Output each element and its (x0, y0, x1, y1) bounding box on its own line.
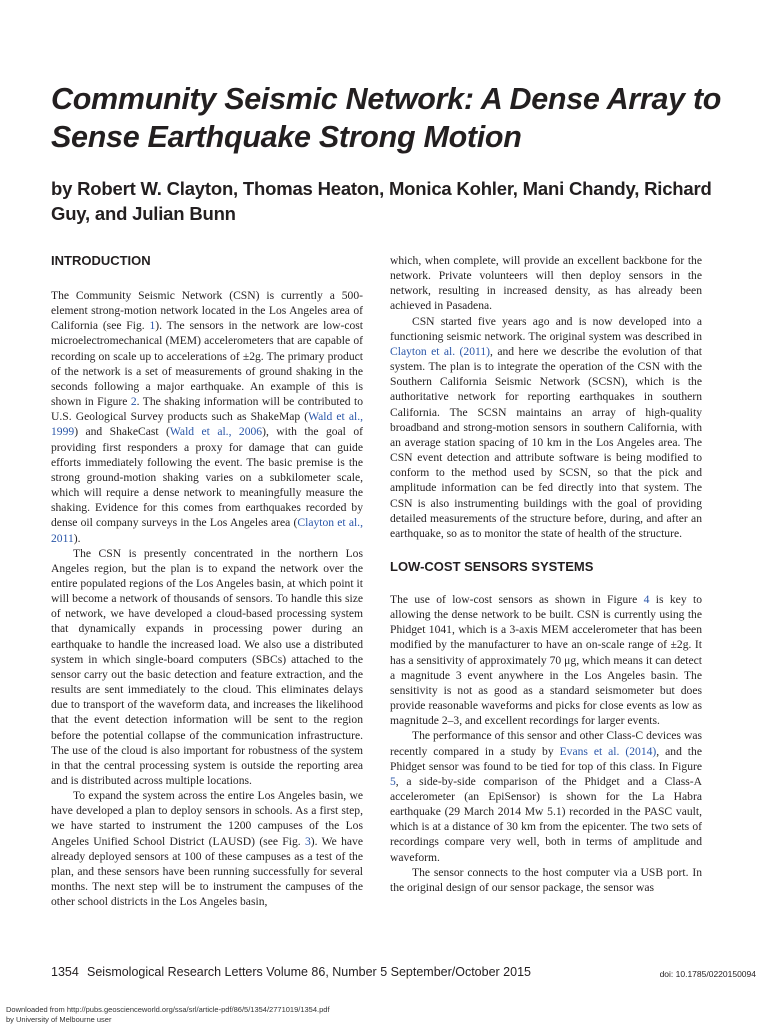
page-number: 1354 (51, 965, 79, 979)
text-run: . The shaking information will be contributed to U.S. Geological Survey products such as ShakeMap ( (51, 395, 363, 424)
journal-info: Seismological Research Letters Volume 86, Number 5 September/October 2015 (87, 965, 531, 979)
citation-link[interactable]: Wald et al., 2006 (169, 425, 263, 439)
text-run: ) and ShakeCast ( (74, 425, 170, 439)
right-column (390, 253, 702, 895)
intro-paragraph-3 (51, 788, 363, 909)
text-run: The use of low-cost sensors as shown in Figure (390, 592, 644, 606)
citation-link[interactable]: Wald et al., 1999 (51, 410, 363, 439)
text-run: The performance of this sensor and other Class-C devices was recently compared in a study by (390, 729, 702, 758)
sensors-paragraph-3: The sensor connects to the host computer via a USB port. In the original design of our sensor package, the sensor was (390, 865, 702, 894)
text-run: To expand the system across the entire Los Angeles basin, we have developed a plan to deploy sensors in schools. As a first step, we have started to instrument the 1200 campuses of the Los Angeles Unified School District (LAUSD) (see Fig. (51, 789, 363, 848)
figure-link[interactable]: 1 (149, 319, 156, 333)
text-run: is key to allowing the dense network to be built. CSN is currently using the Phidget 1041, which is a 3-axis MEM accelerometer that has been modified by the manufacturer to have an on-scale range of ±2g. It has a sensitivity of approximately 70 μg, which means it can detect a magnitude 3 event anywhere in the Los Angeles basin. The sensitivity is not as good as a standard seismometer but does provide reasonable waveforms and picks for close events as low as magnitude 2–3, and excellent recordings for larger events. (390, 592, 702, 728)
citation-link[interactable]: Clayton et al. (2011) (390, 344, 491, 358)
left-column (51, 253, 363, 909)
intro-paragraph-4: which, when complete, will provide an excellent backbone for the network. Private volunteers will then deploy sensors in the network, resulting in increased density, as has already been achieved in Pasadena. (390, 254, 702, 313)
figure-link[interactable]: 2 (130, 395, 137, 409)
sensors-paragraph-2 (390, 728, 702, 864)
text-run: The Community Seismic Network (CSN) is currently a 500-element strong-motion network located in the Los Angeles area of California (see Fig. (51, 289, 363, 333)
download-notice-line-1: Downloaded from http://pubs.geoscienceworld.org/ssa/srl/article-pdf/86/5/1354/2771019/1354.pdf (6, 1005, 330, 1014)
text-run: CSN started five years ago and is now developed into a functioning seismic network. The original system was described in (390, 314, 702, 343)
intro-paragraph-2: The CSN is presently concentrated in the northern Los Angeles region, but the plan is to expand the network over the entire populated regions of the Los Angeles basin, at which point it will become a network of thousands of sensors. To handle this size of network, we have developed a cloud-based processing system that dynamically expands in processing power during an earthquake to handle the increased load. We also use a distributed system in which single-board computers (SBCs) attached to the sensor carry out the basic detection and feature extraction, and the results are sent immediately to the cloud. This eliminates delays due to transport of the waveform data, and increases the likelihood that the event detection information will be sent to the region before the potential collapse of the communication infrastructure. The use of the cloud is also important for robustness of the system in that the central processing system is outside the reporting area and is distributed across multiple locations. (51, 546, 363, 787)
text-run: ). We have already deployed sensors at 100 of these campuses as a test of the plan, and these sensors have been running successfully for several months. The next step will be to instrument the campuses of the other school districts in the Los Angeles basin, (51, 834, 363, 909)
download-notice-line-2: by University of Melbourne user (6, 1014, 112, 1024)
figure-link[interactable]: 3 (304, 834, 311, 848)
section-heading-low-cost-sensors: LOW-COST SENSORS SYSTEMS (390, 558, 594, 574)
figure-link[interactable]: 5 (390, 774, 396, 788)
intro-paragraph-5 (390, 314, 702, 541)
doi-label: doi: 10.1785/0220150094 (659, 969, 756, 979)
text-run: ). The sensors in the network are low-cost microelectromechanical (MEM) accelerometers that are capable of recording on scale up to accelerations of ±2g. The primary product of the network is a set of measurements of ground shaking in the seconds following a major earthquake. An example of this is shown in Figure (51, 319, 363, 409)
citation-link[interactable]: Clayton et al., 2011 (51, 516, 363, 545)
text-run: , a side-by-side comparison of the Phidget and a Class-A accelerometer (an EpiSensor) is shown for the La Habra earthquake (29 March 2014 Mw 5.1) recorded in the PASC vault, which is at a distance of 30 km from the epicenter. The two sets of recordings compare very well, both in terms of amplitude and waveform. (390, 774, 702, 864)
section-heading-introduction: INTRODUCTION (51, 253, 151, 268)
author-list: by Robert W. Clayton, Thomas Heaton, Monica Kohler, Mani Chandy, Richard Guy, and Julian Bunn (51, 178, 712, 224)
text-run: , and here we describe the evolution of that system. The plan is to integrate the operation of the CSN with the Southern California Seismic Network (SCSN), which is the authoritative network for reporting earthquakes in southern California. The SCSN maintains an array of high-quality broadband and strong-motion sensors in southern California, with an average station spacing of 10 km in the Los Angeles area. The CSN event detection and attribute software is being modified to conform to the method used by SCSN, so that the pick and amplitude information can be fed directly into that system. The CSN is also instrumenting buildings with the goal of providing detailed measurements of the structure before, during, and after an earthquake, so as to monitor the state of health of the structure. (390, 344, 702, 540)
figure-link[interactable]: 4 (643, 592, 650, 606)
article-title: Community Seismic Network: A Dense Array to Sense Earthquake Strong Motion (51, 82, 722, 154)
text-run: , and the Phidget sensor was found to be tied for top of this class. In Figure (390, 744, 702, 773)
citation-link[interactable]: Evans et al. (2014) (559, 744, 657, 758)
download-notice (6, 1005, 506, 1024)
text-run: ), with the goal of providing first responders a proxy for damage that can guide efforts immediately following the event. The basic premise is the strong ground-motion shaking varies on a subkilometer scale, which will require a dense network to meaningfully measure the shaking. Evidence for this comes from earthquakes recorded by dense oil company surveys in the Los Angeles area ( (51, 425, 364, 530)
text-run: ). (73, 531, 81, 545)
intro-paragraph-1 (51, 288, 363, 546)
sensors-paragraph-1 (390, 592, 702, 728)
page-footer (51, 964, 756, 980)
